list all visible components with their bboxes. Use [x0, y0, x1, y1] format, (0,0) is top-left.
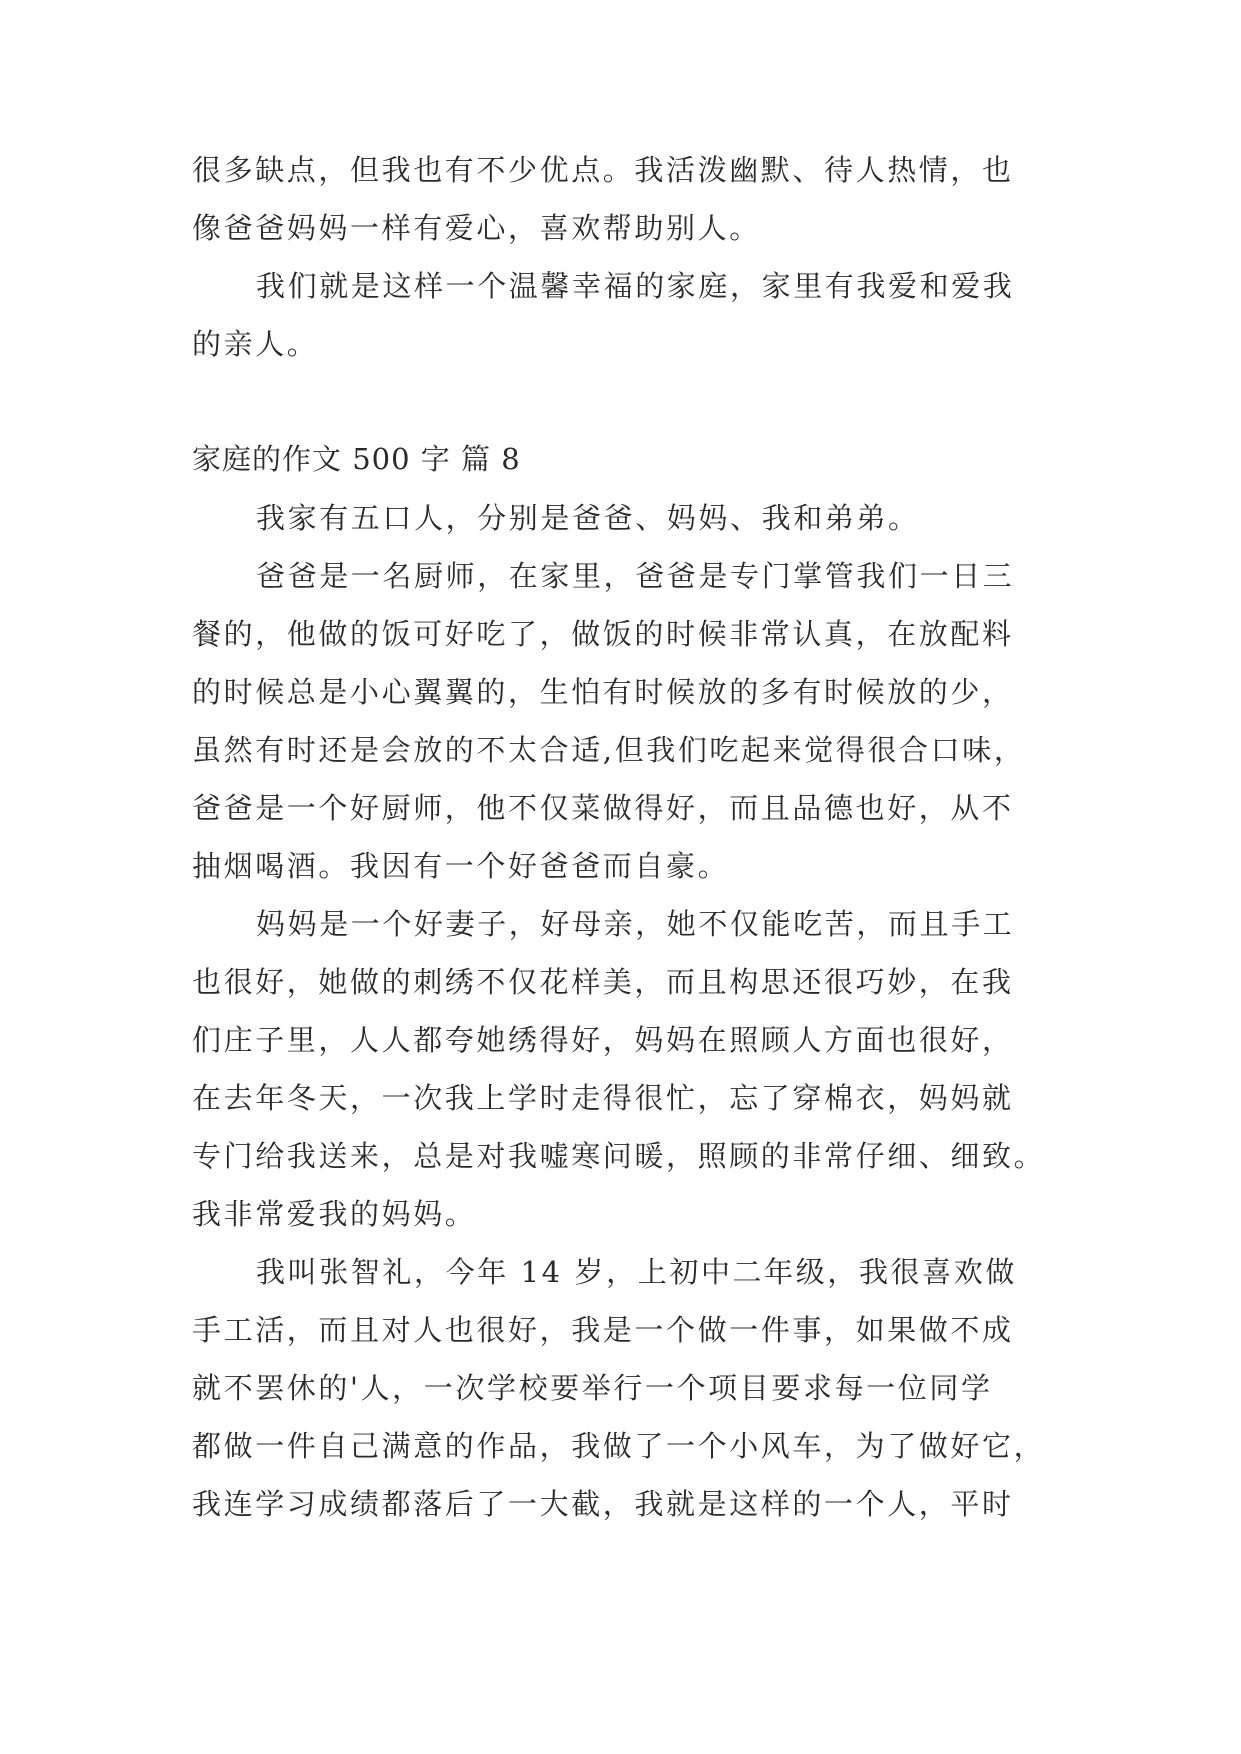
text-line: 的亲人。	[192, 327, 319, 361]
text-line: 们庄子里，人人都夸她绣得好，妈妈在照顾人方面也很好，	[192, 1023, 1014, 1057]
text-line: 我连学习成绩都落后了一大截，我就是这样的一个人，平时	[192, 1487, 1014, 1521]
text-line: 专门给我送来，总是对我嘘寒问暖，照顾的非常仔细、细致。	[192, 1139, 1046, 1173]
paragraph-first-line: 我叫张智礼，今年 14 岁，上初中二年级，我很喜欢做	[256, 1255, 1017, 1289]
text-line: 像爸爸妈妈一样有爱心，喜欢帮助别人。	[192, 211, 761, 245]
text-line: 手工活，而且对人也很好，我是一个做一件事，如果做不成	[192, 1313, 1014, 1347]
text-line: 就不罢休的'人，一次学校要举行一个项目要求每一位同学	[192, 1371, 993, 1405]
paragraph-first-line: 我家有五口人，分别是爸爸、妈妈、我和弟弟。	[256, 501, 920, 535]
text-line: 的时候总是小心翼翼的，生怕有时候放的多有时候放的少，	[192, 675, 1014, 709]
text-line: 很多缺点，但我也有不少优点。我活泼幽默、待人热情，也	[192, 153, 1014, 187]
text-line: 爸爸是一个好厨师，他不仅菜做得好，而且品德也好，从不	[192, 791, 1014, 825]
paragraph-first-line: 我们就是这样一个温馨幸福的家庭，家里有我爱和爱我	[256, 269, 1015, 303]
paragraph-first-line: 妈妈是一个好妻子，好母亲，她不仅能吃苦，而且手工	[256, 907, 1015, 941]
text-line: 抽烟喝酒。我因有一个好爸爸而自豪。	[192, 849, 730, 883]
text-line: 都做一件自己满意的作品，我做了一个小风车，为了做好它，	[192, 1429, 1046, 1463]
text-line: 在去年冬天，一次我上学时走得很忙，忘了穿棉衣，妈妈就	[192, 1081, 1014, 1115]
text-line: 餐的，他做的饭可好吃了，做饭的时候非常认真，在放配料	[192, 617, 1014, 651]
text-line: 虽然有时还是会放的不太合适,但我们吃起来觉得很合口味，	[192, 733, 1026, 767]
text-line: 也很好，她做的刺绣不仅花样美，而且构思还很巧妙，在我	[192, 965, 1014, 999]
text-line: 我非常爱我的妈妈。	[192, 1197, 477, 1231]
section-heading: 家庭的作文 500 字 篇 8	[192, 442, 521, 476]
paragraph-first-line: 爸爸是一名厨师，在家里，爸爸是专门掌管我们一日三	[256, 559, 1015, 593]
